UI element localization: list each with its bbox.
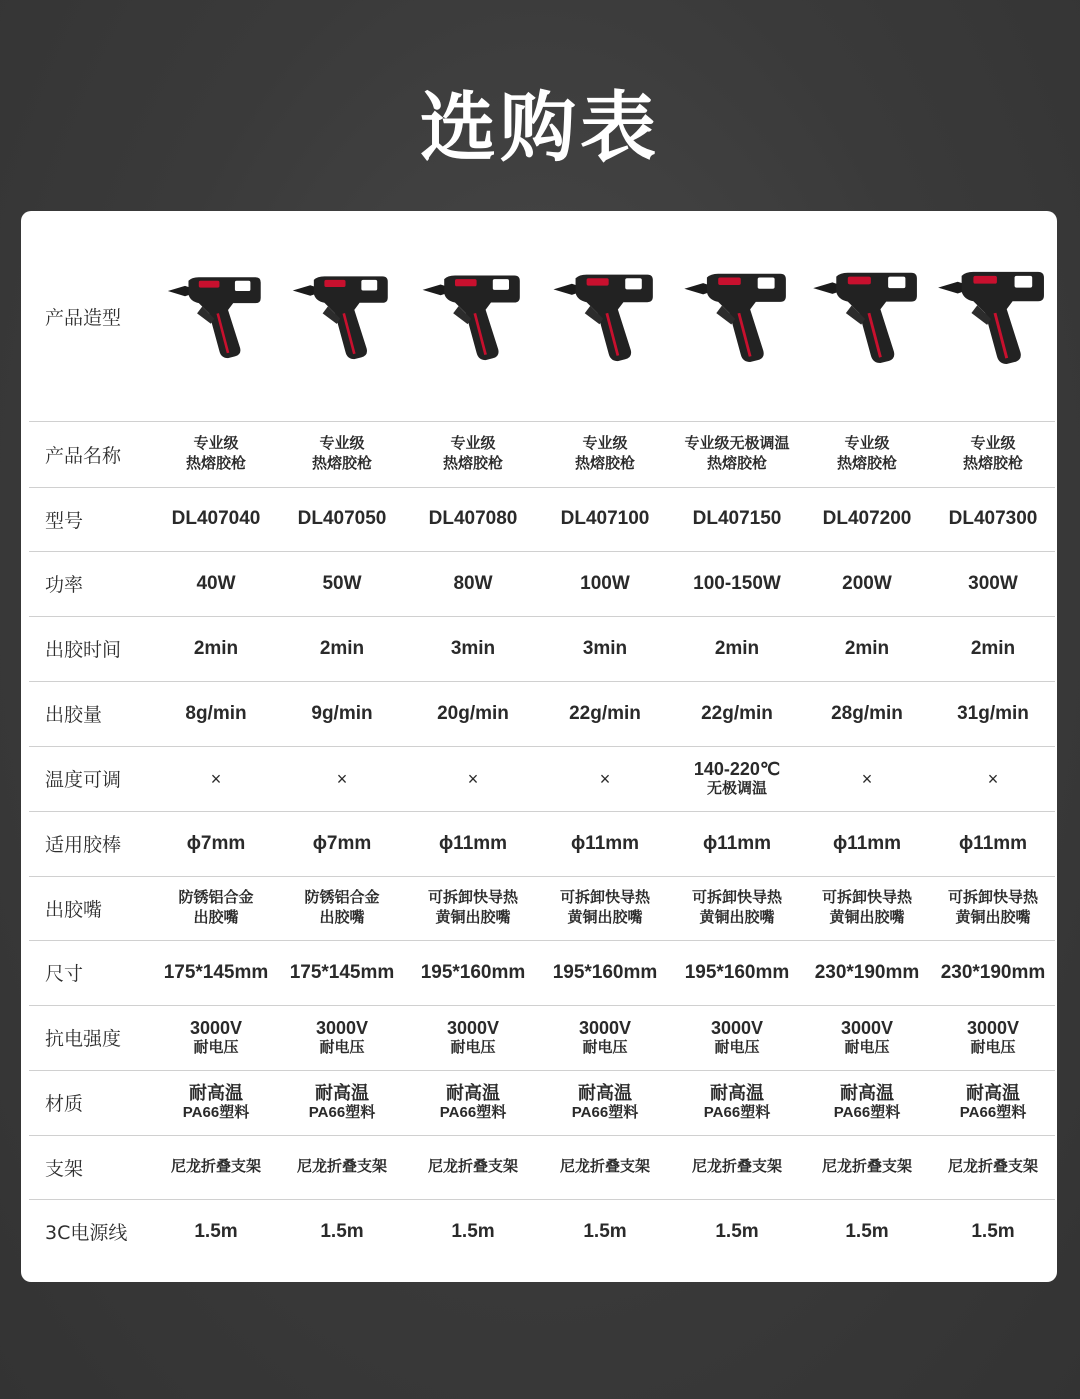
cell-text: 尼龙折叠支架	[427, 1158, 518, 1175]
table-cell	[929, 487, 1057, 551]
cell-text: 可拆卸快导热	[427, 889, 518, 906]
table-cell	[152, 487, 280, 551]
cell-text: 耐电压	[844, 1038, 890, 1056]
cell-text: 175*145mm	[163, 961, 269, 983]
cell-text: 300W	[968, 572, 1018, 594]
table-cell	[541, 876, 669, 940]
table-cell	[409, 811, 537, 876]
table-cell	[541, 940, 669, 1005]
table-cell	[673, 811, 801, 876]
row-label: 产品造型	[45, 306, 122, 329]
table-cell	[409, 876, 537, 940]
cell-text: 9g/min	[311, 702, 373, 724]
row-divider	[29, 940, 1055, 941]
table-row	[21, 1199, 1057, 1264]
cell-text: 22g/min	[569, 702, 641, 724]
cell-text: 20g/min	[437, 702, 509, 724]
table-cell	[541, 1005, 669, 1070]
cell-text: 3000V	[840, 1017, 894, 1038]
row-label: 适用胶棒	[45, 834, 122, 856]
cell-text: 3000V	[315, 1017, 369, 1038]
cell-text: 耐高温	[710, 1082, 764, 1103]
glue-gun-icon	[807, 261, 927, 371]
row-divider	[29, 616, 1055, 617]
table-cell	[803, 811, 931, 876]
cell-text: 耐电压	[714, 1038, 760, 1056]
cell-text: 3min	[450, 637, 496, 659]
product-image	[803, 211, 931, 421]
table-cell	[803, 681, 931, 746]
cell-text: 2min	[844, 637, 890, 659]
cell-text: 尼龙折叠支架	[170, 1158, 261, 1175]
cell-text: 3000V	[966, 1017, 1020, 1038]
cell-text: 耐高温	[840, 1082, 894, 1103]
table-cell	[929, 1135, 1057, 1199]
cell-text: 热熔胶枪	[442, 455, 503, 472]
row-label: 型号	[45, 509, 84, 532]
table-cell	[278, 551, 406, 616]
cell-text: PA66塑料	[959, 1103, 1027, 1121]
table-cell	[803, 940, 931, 1005]
row-label: 功率	[45, 574, 84, 596]
table-cell	[673, 421, 801, 487]
table-cell	[673, 940, 801, 1005]
table-cell	[278, 681, 406, 746]
table-cell	[152, 1005, 280, 1070]
table-cell	[152, 1199, 280, 1264]
cell-text: 耐高温	[966, 1082, 1020, 1103]
cell-text: 1.5m	[715, 1220, 759, 1242]
cell-text: 3000V	[189, 1017, 243, 1038]
cell-text: 3000V	[710, 1017, 764, 1038]
table-cell	[803, 1070, 931, 1135]
cell-text: DL407200	[822, 508, 912, 529]
table-cell	[541, 811, 669, 876]
table-cell	[278, 616, 406, 681]
row-label: 产品名称	[45, 444, 122, 467]
table-cell	[541, 681, 669, 746]
cell-text: 黄铜出胶嘴	[699, 909, 775, 926]
table-cell	[673, 1199, 801, 1264]
cell-text: PA66塑料	[308, 1103, 376, 1121]
cell-text: ×	[987, 768, 999, 789]
row-label: 出胶时间	[45, 639, 122, 661]
product-image	[152, 211, 280, 421]
cell-text: 黄铜出胶嘴	[567, 909, 643, 926]
table-cell	[409, 1135, 537, 1199]
row-label: 材质	[45, 1093, 84, 1115]
table-cell	[409, 487, 537, 551]
cell-text: 1.5m	[320, 1220, 364, 1242]
cell-text: 尼龙折叠支架	[821, 1158, 912, 1175]
table-row	[21, 1005, 1057, 1070]
table-cell	[541, 1199, 669, 1264]
table-cell	[278, 487, 406, 551]
table-cell	[673, 876, 801, 940]
table-cell	[803, 616, 931, 681]
table-cell	[803, 487, 931, 551]
cell-text: 尼龙折叠支架	[691, 1158, 782, 1175]
cell-text: 专业级	[319, 435, 365, 452]
cell-text: 专业级	[970, 435, 1016, 452]
table-cell	[409, 681, 537, 746]
table-cell	[541, 616, 669, 681]
table-cell	[673, 551, 801, 616]
cell-text: 1.5m	[194, 1220, 238, 1242]
cell-text: 耐高温	[578, 1082, 632, 1103]
cell-text: 195*160mm	[552, 961, 658, 983]
table-cell	[541, 551, 669, 616]
cell-text: ϕ11mm	[438, 832, 508, 854]
table-row	[21, 616, 1057, 681]
cell-text: 热熔胶枪	[185, 455, 246, 472]
cell-text: 195*160mm	[684, 961, 790, 983]
table-cell	[278, 421, 406, 487]
cell-text: 耐电压	[193, 1038, 239, 1056]
cell-text: 可拆卸快导热	[821, 889, 912, 906]
table-cell	[152, 421, 280, 487]
cell-text: 热熔胶枪	[574, 455, 635, 472]
cell-text: ϕ11mm	[570, 832, 640, 854]
cell-text: 3000V	[446, 1017, 500, 1038]
table-cell	[929, 876, 1057, 940]
table-cell	[929, 1070, 1057, 1135]
cell-text: 2min	[970, 637, 1016, 659]
cell-text: 黄铜出胶嘴	[435, 909, 511, 926]
table-cell	[152, 616, 280, 681]
row-divider	[29, 421, 1055, 422]
table-cell	[541, 746, 669, 811]
cell-text: 200W	[842, 572, 892, 594]
table-cell	[278, 1199, 406, 1264]
cell-text: 热熔胶枪	[706, 455, 767, 472]
cell-text: 专业级	[450, 435, 496, 452]
product-image	[409, 211, 537, 421]
row-label: 支架	[45, 1157, 84, 1180]
cell-text: PA66塑料	[439, 1103, 507, 1121]
cell-text: 140-220℃	[693, 758, 781, 779]
cell-text: 尼龙折叠支架	[559, 1158, 650, 1175]
table-cell	[152, 551, 280, 616]
table-cell	[541, 487, 669, 551]
cell-text: PA66塑料	[833, 1103, 901, 1121]
cell-text: ϕ7mm	[312, 832, 372, 854]
table-cell	[278, 1005, 406, 1070]
table-row	[21, 1135, 1057, 1199]
cell-text: 专业级	[193, 435, 239, 452]
cell-text: 黄铜出胶嘴	[955, 909, 1031, 926]
page-title: 选购表	[420, 83, 660, 172]
row-label: 出胶嘴	[45, 898, 103, 921]
glue-gun-icon	[413, 261, 533, 371]
table-cell	[673, 487, 801, 551]
table-cell	[278, 1070, 406, 1135]
table-row	[21, 940, 1057, 1005]
table-cell	[673, 1070, 801, 1135]
cell-text: 可拆卸快导热	[691, 889, 782, 906]
cell-text: 黄铜出胶嘴	[829, 909, 905, 926]
row-divider	[29, 746, 1055, 747]
row-label: 3C电源线	[45, 1222, 128, 1244]
cell-text: 22g/min	[701, 702, 773, 724]
cell-text: 耐电压	[970, 1038, 1016, 1056]
cell-text: 耐高温	[446, 1082, 500, 1103]
table-cell	[803, 746, 931, 811]
cell-text: 100W	[580, 572, 630, 594]
glue-gun-icon	[282, 261, 402, 371]
table-cell	[278, 746, 406, 811]
cell-text: ϕ11mm	[832, 832, 902, 854]
cell-text: 出胶嘴	[319, 909, 365, 926]
table-cell	[929, 746, 1057, 811]
cell-text: 100-150W	[693, 572, 781, 594]
cell-text: 195*160mm	[420, 961, 526, 983]
cell-text: DL407080	[428, 508, 518, 529]
cell-text: DL407150	[692, 508, 782, 529]
cell-text: ϕ7mm	[186, 832, 246, 854]
cell-text: ×	[210, 768, 222, 789]
table-cell	[803, 1005, 931, 1070]
cell-text: ×	[861, 768, 873, 789]
cell-text: ϕ11mm	[702, 832, 772, 854]
table-cell	[803, 1199, 931, 1264]
table-row	[21, 421, 1057, 487]
cell-text: 无极调温	[706, 779, 767, 797]
cell-text: 耐高温	[189, 1082, 243, 1103]
cell-text: 1.5m	[451, 1220, 495, 1242]
row-label: 出胶量	[45, 704, 103, 726]
cell-text: 8g/min	[185, 702, 247, 724]
table-cell	[152, 876, 280, 940]
table-cell	[409, 551, 537, 616]
table-cell	[929, 940, 1057, 1005]
row-divider	[29, 1135, 1055, 1136]
cell-text: ×	[336, 768, 348, 789]
table-cell	[409, 1005, 537, 1070]
table-cell	[929, 811, 1057, 876]
row-divider	[29, 876, 1055, 877]
cell-text: 热熔胶枪	[311, 455, 372, 472]
table-cell	[673, 616, 801, 681]
row-divider	[29, 1199, 1055, 1200]
row-label: 抗电强度	[45, 1028, 122, 1050]
cell-text: 防锈铝合金	[178, 889, 254, 906]
table-cell	[152, 681, 280, 746]
cell-text: 防锈铝合金	[304, 889, 380, 906]
table-cell	[541, 1135, 669, 1199]
cell-text: 1.5m	[971, 1220, 1015, 1242]
cell-text: 专业级	[844, 435, 890, 452]
table-cell	[278, 1135, 406, 1199]
table-cell	[803, 876, 931, 940]
table-row	[21, 811, 1057, 876]
table-cell	[541, 421, 669, 487]
cell-text: 1.5m	[583, 1220, 627, 1242]
cell-text: 耐电压	[450, 1038, 496, 1056]
table-cell	[673, 681, 801, 746]
cell-text: 50W	[322, 572, 362, 594]
table-cell	[929, 616, 1057, 681]
cell-text: 80W	[453, 572, 493, 594]
cell-text: 出胶嘴	[193, 909, 239, 926]
cell-text: 3000V	[578, 1017, 632, 1038]
cell-text: DL407040	[171, 508, 261, 529]
cell-text: 28g/min	[831, 702, 903, 724]
table-cell	[278, 876, 406, 940]
table-cell	[803, 551, 931, 616]
glue-gun-icon	[677, 261, 797, 371]
table-cell	[929, 1199, 1057, 1264]
row-divider	[29, 1070, 1055, 1071]
cell-text: 热熔胶枪	[962, 455, 1023, 472]
table-cell	[409, 616, 537, 681]
table-cell	[803, 1135, 931, 1199]
comparison-table	[21, 211, 1057, 1282]
cell-text: 可拆卸快导热	[947, 889, 1038, 906]
table-row-image	[21, 211, 1057, 421]
table-cell	[152, 1135, 280, 1199]
row-divider	[29, 487, 1055, 488]
cell-text: 230*190mm	[814, 961, 920, 983]
cell-text: 专业级	[582, 435, 628, 452]
table-cell	[673, 1135, 801, 1199]
table-cell	[409, 940, 537, 1005]
table-cell	[673, 746, 801, 811]
row-divider	[29, 811, 1055, 812]
table-cell	[152, 811, 280, 876]
table-cell	[409, 746, 537, 811]
table-cell	[409, 1199, 537, 1264]
table-cell	[929, 681, 1057, 746]
product-image	[929, 211, 1057, 421]
cell-text: DL407300	[948, 508, 1038, 529]
cell-text: PA66塑料	[571, 1103, 639, 1121]
cell-text: DL407050	[297, 508, 387, 529]
cell-text: 尼龙折叠支架	[296, 1158, 387, 1175]
cell-text: 热熔胶枪	[836, 455, 897, 472]
row-divider	[29, 1005, 1055, 1006]
row-divider	[29, 681, 1055, 682]
cell-text: 2min	[193, 637, 239, 659]
table-row	[21, 551, 1057, 616]
cell-text: 230*190mm	[940, 961, 1046, 983]
glue-gun-icon	[156, 261, 276, 371]
cell-text: 2min	[714, 637, 760, 659]
table-row	[21, 681, 1057, 746]
cell-text: 耐高温	[315, 1082, 369, 1103]
cell-text: 3min	[582, 637, 628, 659]
cell-text: 耐电压	[319, 1038, 365, 1056]
cell-text: ×	[467, 768, 479, 789]
row-label: 尺寸	[45, 963, 84, 985]
table-cell	[673, 1005, 801, 1070]
table-cell	[278, 811, 406, 876]
table-cell	[929, 421, 1057, 487]
table-cell	[152, 1070, 280, 1135]
product-image	[541, 211, 669, 421]
table-cell	[541, 1070, 669, 1135]
cell-text: 专业级无极调温	[684, 435, 790, 452]
table-cell	[152, 746, 280, 811]
cell-text: 1.5m	[845, 1220, 889, 1242]
cell-text: 2min	[319, 637, 365, 659]
table-row	[21, 1070, 1057, 1135]
cell-text: 尼龙折叠支架	[947, 1158, 1038, 1175]
table-cell	[409, 1070, 537, 1135]
row-label: 温度可调	[45, 769, 122, 791]
product-image	[673, 211, 801, 421]
cell-text: 耐电压	[582, 1038, 628, 1056]
cell-text: DL407100	[560, 508, 650, 529]
cell-text: 可拆卸快导热	[559, 889, 650, 906]
table-cell	[278, 940, 406, 1005]
row-divider	[29, 551, 1055, 552]
glue-gun-icon	[545, 261, 665, 371]
cell-text: PA66塑料	[703, 1103, 771, 1121]
product-image	[278, 211, 406, 421]
cell-text: 40W	[196, 572, 236, 594]
cell-text: PA66塑料	[182, 1103, 250, 1121]
table-row	[21, 746, 1057, 811]
cell-text: 31g/min	[957, 702, 1029, 724]
table-cell	[803, 421, 931, 487]
table-cell	[929, 551, 1057, 616]
table-cell	[409, 421, 537, 487]
table-cell	[152, 940, 280, 1005]
table-row	[21, 487, 1057, 551]
table-row	[21, 876, 1057, 940]
cell-text: ϕ11mm	[958, 832, 1028, 854]
table-cell	[929, 1005, 1057, 1070]
cell-text: ×	[599, 768, 611, 789]
cell-text: 175*145mm	[289, 961, 395, 983]
glue-gun-icon	[933, 261, 1053, 371]
